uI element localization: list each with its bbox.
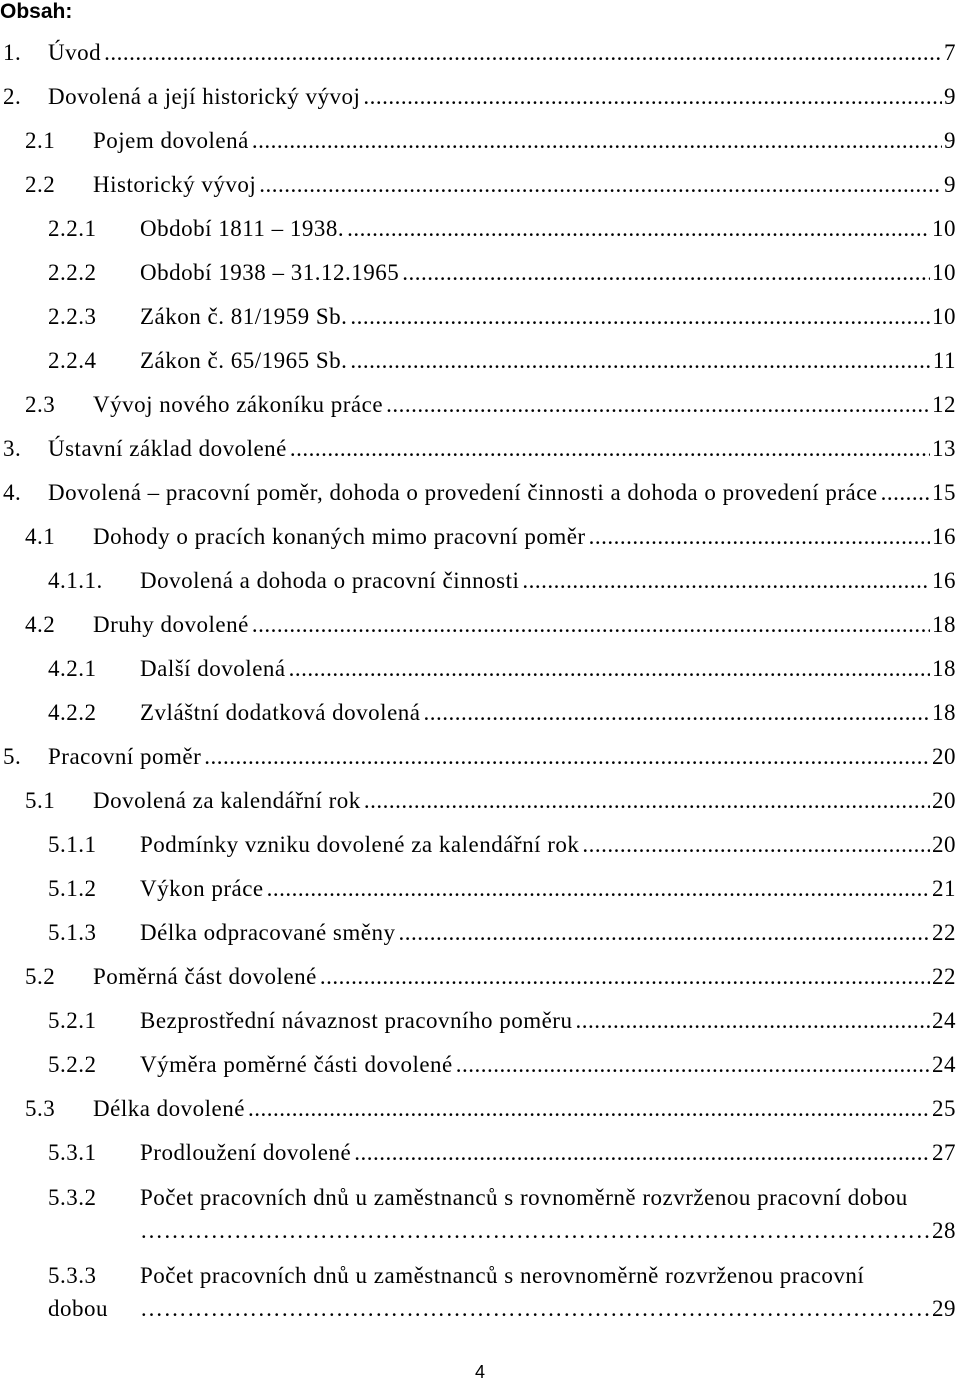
dot-leader (386, 383, 930, 427)
dot-leader (267, 867, 930, 911)
toc-entry-number: 4.1 (25, 524, 56, 549)
toc-entry-page: 18 (932, 656, 956, 681)
toc-entry-title: Úvod (48, 40, 102, 65)
dot-leader (140, 1214, 930, 1247)
toc-entry (0, 779, 956, 823)
toc-entry-page: 25 (932, 1096, 956, 1121)
toc-entry-number: 2.2.1 (48, 216, 97, 241)
toc-entry-page: 9 (944, 172, 956, 197)
toc-entry-number: 5.3 (25, 1096, 56, 1121)
toc-entry-title: Pracovní poměr (48, 744, 202, 769)
toc-entry-number: 1. (3, 40, 22, 65)
toc-entry (0, 339, 956, 383)
toc-entry-number: 2.1 (25, 128, 56, 153)
toc-entry (0, 603, 956, 647)
toc-entry-number: 2. (3, 84, 22, 109)
dot-leader (398, 911, 930, 955)
toc-entry-number: 5.3.3 (48, 1263, 97, 1288)
dot-leader (582, 823, 930, 867)
dot-leader (881, 471, 930, 515)
toc-entry-title: Počet pracovních dnů u zaměstnanců s rovnoměrně rozvrženou pracovní dobou (140, 1185, 908, 1210)
dot-leader (204, 735, 930, 779)
toc-entry-title: Zákon č. 81/1959 Sb. (140, 304, 348, 329)
indent-spacer (0, 1214, 140, 1247)
toc-entry (0, 1175, 956, 1247)
toc-entry-number: 5.1.3 (48, 920, 97, 945)
toc-entry-page: 22 (932, 920, 956, 945)
toc-entry-line (0, 1181, 956, 1214)
toc-entry-title: Prodloužení dovolené (140, 1140, 352, 1165)
toc-entry-page: 9 (944, 84, 956, 109)
toc-entry (0, 1247, 956, 1325)
toc-entry-number: 2.2.3 (48, 304, 97, 329)
toc-entry (0, 1131, 956, 1175)
toc-entry-number: 5. (3, 744, 22, 769)
toc-entry-title: Výkon práce (140, 876, 264, 901)
toc-entry (0, 647, 956, 691)
toc-entry-page: 10 (932, 216, 956, 241)
toc-entry-title: Dovolená za kalendářní rok (93, 788, 361, 813)
toc-entry (0, 823, 956, 867)
dot-leader (589, 515, 930, 559)
dot-leader (104, 31, 942, 75)
dot-leader (575, 999, 930, 1043)
dot-leader (320, 955, 930, 999)
toc-entry-title: Druhy dovolené (93, 612, 249, 637)
toc-entry (0, 251, 956, 295)
toc-entry-number: 5.1.2 (48, 876, 97, 901)
toc-entry-number: 5.1.1 (48, 832, 97, 857)
toc-entry-title: Zvláštní dodatková dovolená (140, 700, 421, 725)
toc-entry (0, 735, 956, 779)
dot-leader (364, 779, 930, 823)
toc-entry (0, 955, 956, 999)
toc-entry-page: 16 (932, 568, 956, 593)
dot-leader (259, 163, 942, 207)
toc-entry-title: Počet pracovních dnů u zaměstnanců s nerovnoměrně rozvrženou pracovní (140, 1263, 865, 1288)
dot-leader (354, 1131, 930, 1175)
toc-entry-page: 29 (932, 1296, 956, 1321)
dot-leader (456, 1043, 930, 1087)
toc-entry-page: 22 (932, 964, 956, 989)
toc-entry-page: 24 (932, 1008, 956, 1033)
toc-entry-title: Historický vývoj (93, 172, 257, 197)
toc-entry-number: 5.3.2 (48, 1185, 97, 1210)
toc-entry (0, 207, 956, 251)
toc-entry (0, 515, 956, 559)
dot-leader (252, 119, 942, 163)
toc-entry-title: Vývoj nového zákoníku práce (93, 392, 384, 417)
dot-leader (350, 295, 930, 339)
toc-entry-title: Další dovolená (140, 656, 286, 681)
toc-entry-title: Bezprostřední návaznost pracovního poměru (140, 1008, 573, 1033)
dot-leader (522, 559, 930, 603)
toc-entry-page: 20 (932, 788, 956, 813)
toc-entry-number: 5.1 (25, 788, 56, 813)
toc-entry-page: 10 (932, 304, 956, 329)
toc-entry-number: 3. (3, 436, 22, 461)
toc-entry-title: Podmínky vzniku dovolené za kalendářní rok (140, 832, 580, 857)
toc-entry-page: 13 (932, 436, 956, 461)
toc-entry-page: 27 (932, 1140, 956, 1165)
toc-entry-page: 10 (932, 260, 956, 285)
dot-leader (363, 75, 942, 119)
toc-entry-page: 9 (944, 128, 956, 153)
dot-leader (350, 339, 930, 383)
toc-entry-number: 4. (3, 480, 22, 505)
toc-entry-number: 5.3.1 (48, 1140, 97, 1165)
toc-entry-number: 2.2.2 (48, 260, 97, 285)
toc-entry-line (0, 1292, 956, 1325)
toc-entry (0, 427, 956, 471)
toc-entry (0, 911, 956, 955)
toc-entry-number: 2.2.4 (48, 348, 97, 373)
dot-leader (248, 1087, 930, 1131)
toc-entry-line (0, 1214, 956, 1247)
toc-entry-title: Dohody o pracích konaných mimo pracovní poměr (93, 524, 586, 549)
toc-entry-page: 7 (944, 40, 956, 65)
toc-entry (0, 383, 956, 427)
toc-entry-number: 2.3 (25, 392, 56, 417)
toc-entry-title-continuation: dobou (48, 1296, 108, 1321)
toc-entry (0, 119, 956, 163)
toc-entry-title: Zákon č. 65/1965 Sb. (140, 348, 348, 373)
dot-leader (140, 1292, 930, 1325)
toc-entry (0, 1087, 956, 1131)
toc-entry-title: Délka dovolené (93, 1096, 245, 1121)
toc-entry-title: Dovolená a dohoda o pracovní činnosti (140, 568, 520, 593)
toc-entry-title: Období 1811 – 1938. (140, 216, 345, 241)
toc-entry-number: 4.2.2 (48, 700, 97, 725)
toc-entry-title: Délka odpracované směny (140, 920, 396, 945)
dot-leader (402, 251, 930, 295)
toc-entry (0, 1043, 956, 1087)
toc-entry (0, 295, 956, 339)
toc-entry (0, 75, 956, 119)
toc-entry-number: 5.2.2 (48, 1052, 97, 1077)
toc-entry-title: Pojem dovolená (93, 128, 249, 153)
toc-entry-number: 2.2 (25, 172, 56, 197)
toc-entry-number: 4.2.1 (48, 656, 97, 681)
page-number: 4 (474, 1362, 485, 1382)
toc-entry-number: 4.2 (25, 612, 56, 637)
toc-entry (0, 31, 956, 75)
toc-entry-page: 20 (932, 744, 956, 769)
toc-entry (0, 691, 956, 735)
toc-entry-title: Ústavní základ dovolené (48, 436, 287, 461)
toc-entry-line (0, 1259, 956, 1292)
toc-entry-page: 16 (932, 524, 956, 549)
dot-leader (290, 427, 930, 471)
toc-entry (0, 163, 956, 207)
dot-leader (289, 647, 930, 691)
dot-leader (347, 207, 930, 251)
toc-entry-number: 5.2 (25, 964, 56, 989)
dot-leader (252, 603, 930, 647)
toc-entry-page: 20 (932, 832, 956, 857)
toc-entry-page: 18 (932, 612, 956, 637)
table-of-contents (0, 31, 956, 1325)
toc-entry-page: 28 (932, 1218, 956, 1243)
toc-entry-page: 11 (932, 348, 956, 373)
toc-entry (0, 999, 956, 1043)
toc-entry-page: 24 (932, 1052, 956, 1077)
toc-entry-title: Výměra poměrné části dovolené (140, 1052, 453, 1077)
toc-entry-title: Dovolená – pracovní poměr, dohoda o provedení činnosti a dohoda o provedení práce (48, 480, 878, 505)
toc-entry-page: 18 (932, 700, 956, 725)
toc-entry (0, 471, 956, 515)
toc-entry-title: Období 1938 – 31.12.1965 (140, 260, 400, 285)
toc-entry-number: 5.2.1 (48, 1008, 97, 1033)
toc-entry-page: 15 (932, 480, 956, 505)
toc-entry-title: Dovolená a její historický vývoj (48, 84, 361, 109)
toc-entry-page: 21 (932, 876, 956, 901)
toc-entry (0, 867, 956, 911)
toc-entry (0, 559, 956, 603)
toc-entry-title: Poměrná část dovolené (93, 964, 317, 989)
toc-entry-page: 12 (932, 392, 956, 417)
toc-heading: Obsah: (0, 0, 73, 23)
dot-leader (424, 691, 931, 735)
toc-entry-number: 4.1.1. (48, 568, 103, 593)
